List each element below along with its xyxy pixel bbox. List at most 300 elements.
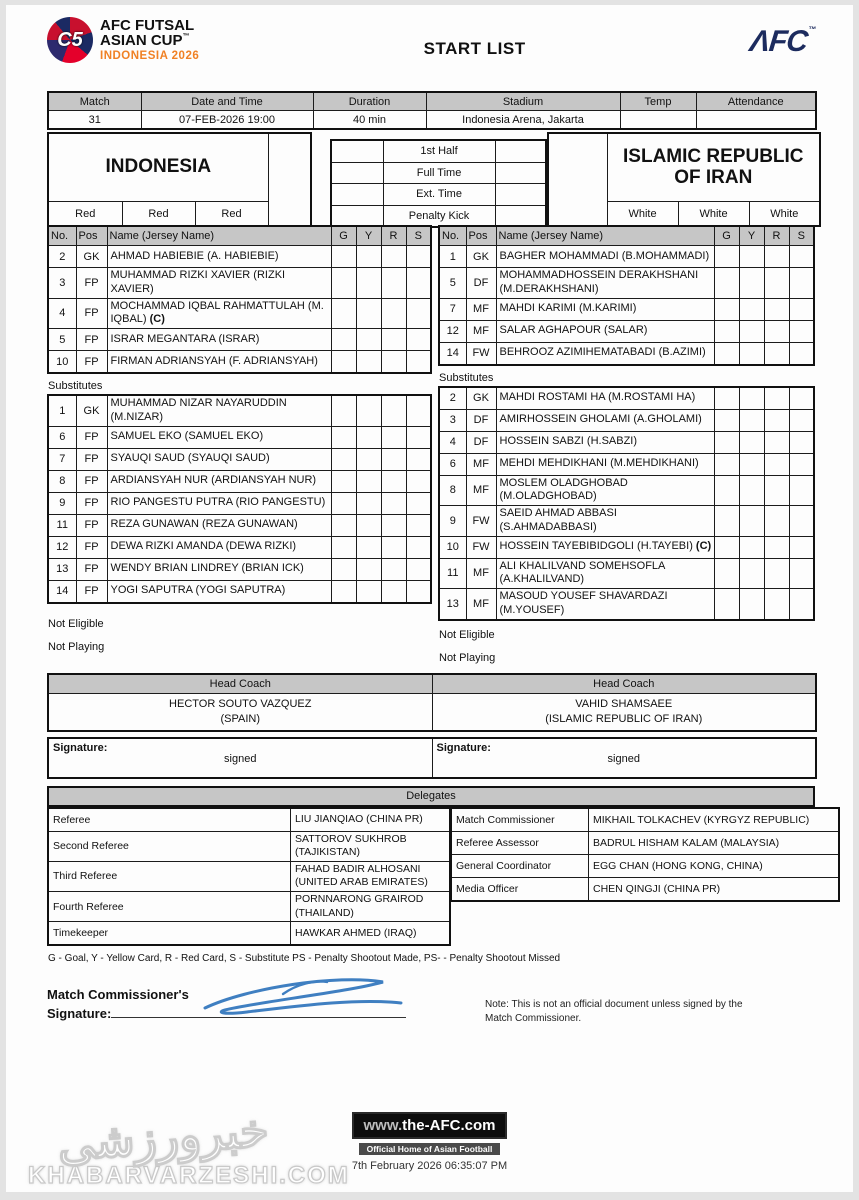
yellow-card-cell: [356, 558, 381, 580]
player-name: HOSSEIN TAYEBIBIDGOLI (H.TAYEBI) (C): [496, 536, 714, 558]
substitute-cell: [406, 298, 431, 329]
official-role: Media Officer: [451, 877, 589, 901]
substitute-cell: [406, 351, 431, 374]
yellow-card-cell: [739, 506, 764, 537]
red-header: R: [381, 226, 406, 246]
official-row: [48, 892, 450, 922]
player-number: 7: [48, 448, 76, 470]
official-row: [451, 808, 839, 832]
roster-header-row: [439, 226, 814, 246]
yellow-card-cell: [739, 298, 764, 320]
yellow-card-cell: [739, 431, 764, 453]
home-signature-cell: [48, 738, 432, 778]
name-header: Name (Jersey Name): [496, 226, 714, 246]
red-card-cell: [381, 329, 406, 351]
away-substitutes-wrap: [438, 386, 815, 621]
temp-header: Temp: [620, 92, 696, 111]
goals-cell: [714, 342, 739, 365]
player-number: 8: [439, 475, 466, 506]
goals-cell: [331, 514, 356, 536]
red-card-cell: [764, 268, 789, 299]
home-starters-table: [47, 225, 432, 374]
official-row: [48, 831, 450, 861]
home-not-playing-label: Not Playing: [48, 641, 105, 653]
watermark-persian-logo: خبرورزشی: [55, 1103, 271, 1171]
goals-cell: [331, 470, 356, 492]
away-signature-value: signed: [607, 752, 640, 765]
goals-cell: [714, 453, 739, 475]
yellow-card-cell: [356, 492, 381, 514]
official-row: [48, 861, 450, 891]
date-time-value: 07-FEB-2026 19:00: [141, 111, 313, 130]
score-label-penalty-kick: Penalty Kick: [383, 205, 495, 227]
afc-trademark: ™: [807, 25, 817, 34]
player-position: GK: [466, 387, 496, 410]
afc-tagline-box: Official Home of Asian Football: [359, 1143, 501, 1155]
player-position: DF: [466, 409, 496, 431]
player-position: FW: [466, 536, 496, 558]
goals-cell: [331, 536, 356, 558]
player-row: [439, 453, 814, 475]
player-position: FP: [76, 514, 107, 536]
away-head-coach: VAHID SHAMSAEE (ISLAMIC REPUBLIC OF IRAN): [432, 693, 816, 731]
player-number: 6: [439, 453, 466, 475]
official-name: CHEN QINGJI (CHINA PR): [589, 877, 840, 901]
goals-cell: [331, 580, 356, 603]
score-label-full-time: Full Time: [383, 162, 495, 184]
home-blank-cell: [268, 133, 311, 226]
player-position: GK: [76, 246, 107, 268]
red-card-cell: [764, 246, 789, 268]
player-name: RIO PANGESTU PUTRA (RIO PANGESTU): [107, 492, 331, 514]
yellow-card-cell: [739, 342, 764, 365]
substitute-cell: [789, 342, 814, 365]
substitute-cell: [789, 387, 814, 410]
goals-cell: [714, 475, 739, 506]
player-name: WENDY BRIAN LINDREY (BRIAN ICK): [107, 558, 331, 580]
player-number: 6: [48, 426, 76, 448]
yellow-card-cell: [739, 475, 764, 506]
competition-edition: INDONESIA 2026: [100, 49, 200, 62]
yellow-card-cell: [739, 589, 764, 620]
player-row: [48, 351, 431, 374]
official-row: [451, 877, 839, 901]
print-timestamp: 7th February 2026 06:35:07 PM: [351, 1160, 508, 1172]
player-name: MOCHAMMAD IQBAL RAHMATTULAH (M. IQBAL) (C): [107, 298, 331, 329]
substitute-cell: [789, 298, 814, 320]
watermark: [28, 1103, 350, 1190]
red-card-cell: [764, 589, 789, 620]
red-card-cell: [764, 298, 789, 320]
home-substitutes-label: Substitutes: [48, 380, 103, 392]
player-row: [439, 475, 814, 506]
goals-cell: [331, 298, 356, 329]
substitute-cell: [789, 589, 814, 620]
yellow-card-cell: [739, 453, 764, 475]
home-team-block: [47, 132, 312, 227]
official-role: Third Referee: [48, 861, 291, 891]
away-blank-cell: [548, 133, 607, 226]
away-substitutes-table: [438, 386, 815, 621]
official-role: Second Referee: [48, 831, 291, 861]
away-shirt-color: White: [607, 202, 678, 227]
home-not-eligible-label: Not Eligible: [48, 618, 104, 630]
player-number: 12: [48, 536, 76, 558]
away-signature-label: Signature:: [436, 741, 491, 754]
player-position: MF: [466, 320, 496, 342]
delegates-right-table: [450, 807, 840, 902]
player-position: GK: [76, 395, 107, 426]
yellow-card-cell: [356, 268, 381, 299]
red-card-cell: [381, 470, 406, 492]
competition-name-line2: ASIAN CUP™: [100, 31, 190, 49]
player-row: [48, 580, 431, 603]
start-list-page: [6, 5, 853, 1192]
player-position: FP: [76, 536, 107, 558]
player-name: MEHDI MEHDIKHANI (M.MEHDIKHANI): [496, 453, 714, 475]
player-position: FW: [466, 506, 496, 537]
player-row: [439, 342, 814, 365]
yellow-card-cell: [356, 470, 381, 492]
official-role: Referee Assessor: [451, 831, 589, 854]
official-row: [48, 808, 450, 832]
goals-cell: [714, 558, 739, 589]
delegates-section: [47, 807, 815, 947]
away-shorts-color: White: [678, 202, 749, 227]
official-row: [48, 922, 450, 946]
watermark-site-name: KHABARVARZESHI.COM: [28, 1162, 350, 1189]
pos-header: Pos: [466, 226, 496, 246]
official-name: PORNNARONG GRAIROD (THAILAND): [291, 892, 451, 922]
away-substitutes-label: Substitutes: [439, 371, 494, 384]
away-socks-color: White: [749, 202, 820, 227]
yellow-card-cell: [739, 268, 764, 299]
red-card-cell: [764, 558, 789, 589]
official-row: [451, 831, 839, 854]
player-number: 14: [48, 580, 76, 603]
red-card-cell: [764, 475, 789, 506]
substitute-cell: [406, 514, 431, 536]
yellow-card-cell: [739, 558, 764, 589]
home-substitutes-table: [47, 394, 432, 604]
player-name: REZA GUNAWAN (REZA GUNAWAN): [107, 514, 331, 536]
player-position: MF: [466, 475, 496, 506]
yellow-card-cell: [356, 298, 381, 329]
player-row: [48, 558, 431, 580]
official-role: General Coordinator: [451, 854, 589, 877]
official-name: LIU JIANQIAO (CHINA PR): [291, 808, 451, 832]
home-signature-label: Signature:: [53, 741, 108, 754]
goals-cell: [714, 387, 739, 410]
player-name: ALI KHALILVAND SOMEHSOFLA (A.KHALILVAND): [496, 558, 714, 589]
player-number: 2: [48, 246, 76, 268]
player-name: BEHROOZ AZIMIHEMATABADI (B.AZIMI): [496, 342, 714, 365]
substitute-cell: [789, 558, 814, 589]
home-signature-value: signed: [224, 752, 257, 765]
player-number: 13: [48, 558, 76, 580]
player-row: [439, 431, 814, 453]
red-card-cell: [381, 246, 406, 268]
page-header: [47, 13, 815, 91]
player-number: 10: [48, 351, 76, 374]
player-name: SAMUEL EKO (SAMUEL EKO): [107, 426, 331, 448]
red-card-cell: [764, 453, 789, 475]
player-position: FP: [76, 470, 107, 492]
player-row: [439, 320, 814, 342]
roster-section: [47, 225, 815, 664]
yellow-card-cell: [356, 448, 381, 470]
substitute-cell: [789, 268, 814, 299]
substitute-cell: [789, 431, 814, 453]
substitute-cell: [406, 470, 431, 492]
sub-header: S: [789, 226, 814, 246]
player-name: SALAR AGHAPOUR (SALAR): [496, 320, 714, 342]
home-socks-color: Red: [195, 202, 268, 227]
goals-cell: [714, 320, 739, 342]
player-name: MAHDI ROSTAMI HA (M.ROSTAMI HA): [496, 387, 714, 410]
pos-header: Pos: [76, 226, 107, 246]
team-banner: [47, 132, 815, 222]
away-starters-table: [438, 225, 815, 366]
player-number: 9: [439, 506, 466, 537]
player-name: MASOUD YOUSEF SHAVARDAZI (M.YOUSEF): [496, 589, 714, 620]
attendance-value: [696, 111, 816, 130]
roster-header-row: [48, 226, 431, 246]
red-card-cell: [381, 351, 406, 374]
match-info-value-row: [48, 111, 816, 130]
yellow-card-cell: [356, 580, 381, 603]
red-card-cell: [381, 558, 406, 580]
player-name: FIRMAN ADRIANSYAH (F. ADRIANSYAH): [107, 351, 331, 374]
player-row: [48, 492, 431, 514]
home-substitutes-wrap: [47, 394, 432, 610]
player-number: 4: [439, 431, 466, 453]
goals-cell: [714, 246, 739, 268]
player-number: 5: [439, 268, 466, 299]
temp-value: [620, 111, 696, 130]
player-number: 10: [439, 536, 466, 558]
player-row: [48, 246, 431, 268]
official-name: HAWKAR AHMED (IRAQ): [291, 922, 451, 946]
player-position: FP: [76, 448, 107, 470]
away-team-block: [547, 132, 821, 227]
home-team-column: [47, 225, 432, 664]
player-position: DF: [466, 268, 496, 299]
no-header: No.: [439, 226, 466, 246]
coach-signature-table: [47, 737, 817, 779]
date-time-header: Date and Time: [141, 92, 313, 111]
goals-cell: [714, 268, 739, 299]
yellow-card-cell: [356, 246, 381, 268]
yellow-card-cell: [739, 246, 764, 268]
match-number: 31: [48, 111, 141, 130]
away-penalty-score: [495, 205, 546, 227]
player-row: [439, 268, 814, 299]
red-card-cell: [381, 536, 406, 558]
player-number: 1: [48, 395, 76, 426]
yellow-card-cell: [356, 426, 381, 448]
match-header: Match: [48, 92, 141, 111]
no-header: No.: [48, 226, 76, 246]
score-table: [330, 139, 547, 228]
red-card-cell: [764, 387, 789, 410]
head-coach-table: [47, 673, 817, 732]
substitute-cell: [789, 506, 814, 537]
red-card-cell: [381, 298, 406, 329]
player-number: 14: [439, 342, 466, 365]
substitute-cell: [789, 453, 814, 475]
yellow-header: Y: [356, 226, 381, 246]
duration-header: Duration: [313, 92, 426, 111]
goals-cell: [714, 506, 739, 537]
player-row: [439, 246, 814, 268]
yellow-header: Y: [739, 226, 764, 246]
player-position: MF: [466, 589, 496, 620]
attendance-header: Attendance: [696, 92, 816, 111]
goals-cell: [714, 589, 739, 620]
goals-header: G: [331, 226, 356, 246]
player-row: [48, 329, 431, 351]
name-header: Name (Jersey Name): [107, 226, 331, 246]
yellow-card-cell: [356, 351, 381, 374]
official-name: BADRUL HISHAM KALAM (MALAYSIA): [589, 831, 840, 854]
player-number: 8: [48, 470, 76, 492]
futsal-ball-icon: C5: [47, 17, 93, 63]
away-team-name: ISLAMIC REPUBLIC OF IRAN: [607, 133, 820, 202]
player-position: FP: [76, 298, 107, 329]
red-card-cell: [381, 426, 406, 448]
official-name: MIKHAIL TOLKACHEV (KYRGYZ REPUBLIC): [589, 808, 840, 832]
yellow-card-cell: [739, 387, 764, 410]
player-row: [439, 387, 814, 410]
player-name: MOSLEM OLADGHOBAD (M.OLADGHOBAD): [496, 475, 714, 506]
afc-logo: ΛFC™: [748, 25, 817, 58]
player-position: FP: [76, 492, 107, 514]
player-position: MF: [466, 298, 496, 320]
home-shorts-color: Red: [122, 202, 195, 227]
official-role: Fourth Referee: [48, 892, 291, 922]
player-position: MF: [466, 453, 496, 475]
player-number: 11: [439, 558, 466, 589]
afc-website-prefix: www.: [363, 1117, 403, 1134]
home-team-name: INDONESIA: [48, 133, 268, 202]
goals-cell: [331, 268, 356, 299]
player-number: 3: [48, 268, 76, 299]
goals-cell: [714, 298, 739, 320]
goals-cell: [331, 558, 356, 580]
page-footer: [6, 1066, 853, 1189]
goals-cell: [331, 351, 356, 374]
away-signature-cell: [432, 738, 816, 778]
player-number: 9: [48, 492, 76, 514]
substitute-cell: [789, 475, 814, 506]
player-row: [48, 395, 431, 426]
red-card-cell: [764, 431, 789, 453]
goals-cell: [714, 409, 739, 431]
captain-marker: (C): [695, 540, 712, 553]
player-position: FP: [76, 351, 107, 374]
player-position: FW: [466, 342, 496, 365]
player-name: ISRAR MEGANTARA (ISRAR): [107, 329, 331, 351]
player-number: 11: [48, 514, 76, 536]
yellow-card-cell: [356, 395, 381, 426]
player-position: FP: [76, 329, 107, 351]
player-name: MUHAMMAD NIZAR NAYARUDDIN (M.NIZAR): [107, 395, 331, 426]
afc-footer: [320, 1112, 540, 1172]
player-row: [439, 298, 814, 320]
home-full-time-score: [331, 162, 383, 184]
substitute-cell: [406, 448, 431, 470]
official-role: Timekeeper: [48, 922, 291, 946]
red-card-cell: [381, 268, 406, 299]
red-card-cell: [381, 580, 406, 603]
away-team-column: [438, 225, 815, 664]
commissioner-signature-block: [47, 986, 815, 1026]
goals-cell: [331, 246, 356, 268]
player-name: ARDIANSYAH NUR (ARDIANSYAH NUR): [107, 470, 331, 492]
score-label-1st-half: 1st Half: [383, 140, 495, 162]
away-not-playing-label: Not Playing: [439, 651, 496, 664]
delegates-title: Delegates: [48, 787, 814, 806]
home-penalty-score: [331, 205, 383, 227]
substitute-cell: [406, 268, 431, 299]
official-name: EGG CHAN (HONG KONG, CHINA): [589, 854, 840, 877]
player-name: SYAUQI SAUD (SYAUQI SAUD): [107, 448, 331, 470]
goals-cell: [714, 536, 739, 558]
player-name: SAEID AHMAD ABBASI (S.AHMADABBASI): [496, 506, 714, 537]
home-head-coach: HECTOR SOUTO VAZQUEZ (SPAIN): [48, 693, 432, 731]
player-name: HOSSEIN SABZI (H.SABZI): [496, 431, 714, 453]
stadium-header: Stadium: [426, 92, 620, 111]
player-number: 3: [439, 409, 466, 431]
player-position: FP: [76, 558, 107, 580]
home-1st-half-score: [331, 140, 383, 162]
commissioner-signature-label: Match Commissioner's Signature:: [47, 986, 406, 1026]
substitute-cell: [406, 558, 431, 580]
player-number: 5: [48, 329, 76, 351]
official-name: FAHAD BADIR ALHOSANI (UNITED ARAB EMIRATES): [291, 861, 451, 891]
player-name: DEWA RIZKI AMANDA (DEWA RIZKI): [107, 536, 331, 558]
substitute-cell: [789, 246, 814, 268]
substitute-cell: [406, 395, 431, 426]
official-role: Match Commissioner: [451, 808, 589, 832]
goals-header: G: [714, 226, 739, 246]
player-number: 4: [48, 298, 76, 329]
player-name: MAHDI KARIMI (M.KARIMI): [496, 298, 714, 320]
substitute-cell: [789, 536, 814, 558]
away-1st-half-score: [495, 140, 546, 162]
player-row: [439, 536, 814, 558]
player-name: BAGHER MOHAMMADI (B.MOHAMMADI): [496, 246, 714, 268]
player-position: FP: [76, 426, 107, 448]
player-name: MOHAMMADHOSSEIN DERAKHSHANI (M.DERAKHSHANI): [496, 268, 714, 299]
page-title: START LIST: [423, 39, 526, 58]
home-head-coach-header: Head Coach: [48, 674, 432, 694]
player-row: [48, 514, 431, 536]
substitute-cell: [406, 246, 431, 268]
red-card-cell: [764, 506, 789, 537]
player-name: AMIRHOSSEIN GHOLAMI (A.GHOLAMI): [496, 409, 714, 431]
stadium-value: Indonesia Arena, Jakarta: [426, 111, 620, 130]
player-position: FP: [76, 580, 107, 603]
goals-cell: [331, 448, 356, 470]
player-position: DF: [466, 431, 496, 453]
player-position: GK: [466, 246, 496, 268]
red-card-cell: [764, 320, 789, 342]
red-header: R: [764, 226, 789, 246]
delegates-left-table: [47, 807, 451, 947]
red-card-cell: [381, 395, 406, 426]
